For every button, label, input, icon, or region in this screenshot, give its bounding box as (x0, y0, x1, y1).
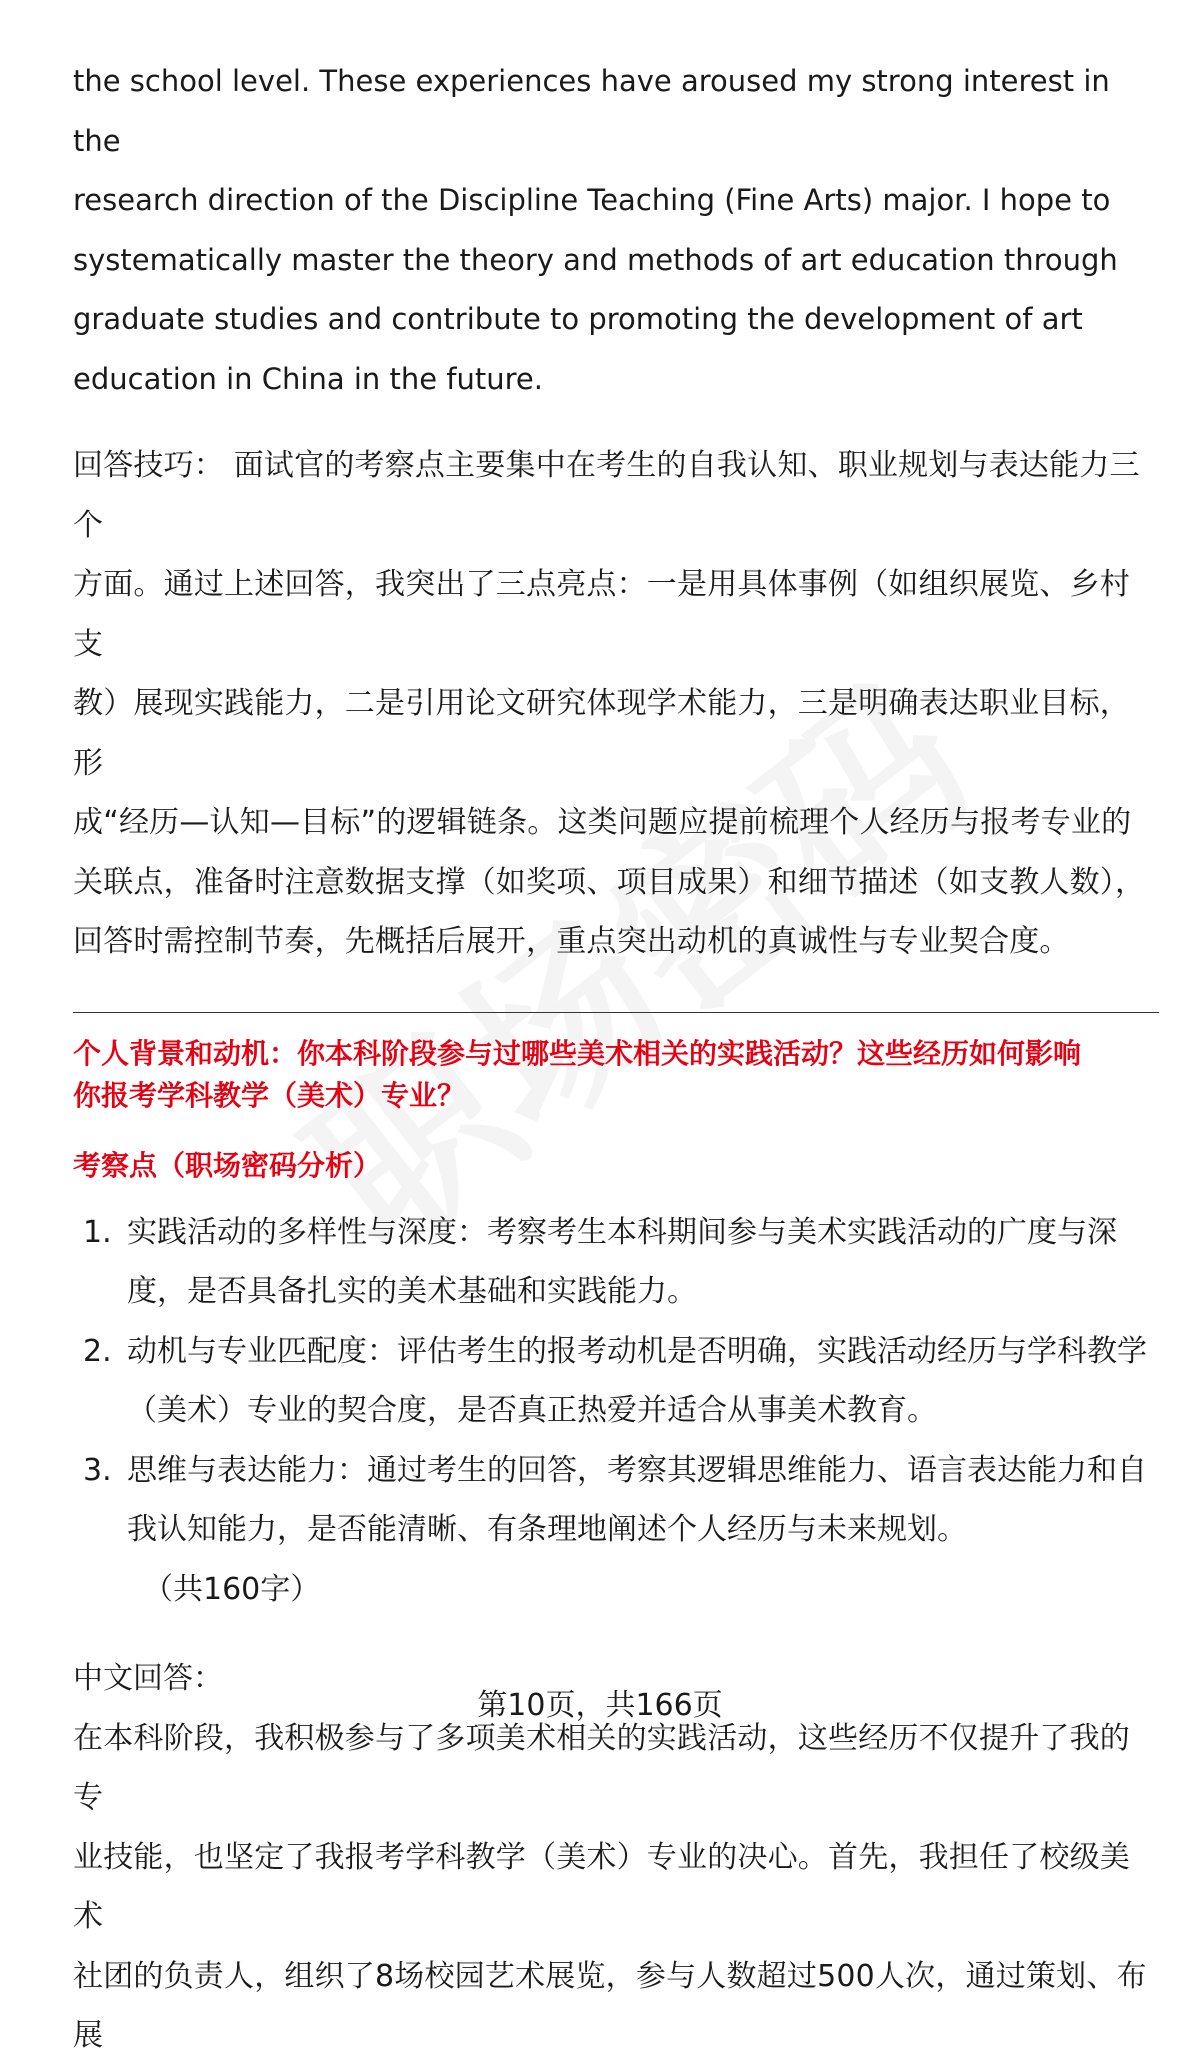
list-number: 2. (83, 1333, 112, 1369)
list-text: 动机与专业匹配度：评估考生的报考动机是否明确，实践活动经历与学科教学 (127, 1333, 1147, 1369)
focus-points-list (73, 1203, 1159, 1560)
question-heading (73, 1033, 1159, 1117)
text-line: 在本科阶段，我积极参与了多项美术相关的实践活动，这些经历不仅提升了我的专 (73, 1720, 1130, 1815)
text-line: 成“经历—认知—目标”的逻辑链条。这类问题应提前梳理个人经历与报考专业的 (73, 805, 1132, 840)
answer-label: 中文回答： (73, 1661, 223, 1696)
list-text: 思维与表达能力：通过考生的回答，考察其逻辑思维能力、语言表达能力和自 (127, 1452, 1147, 1488)
text-line: education in China in the future. (73, 361, 543, 396)
list-text: 实践活动的多样性与深度：考察考生本科期间参与美术实践活动的广度与深 (127, 1214, 1117, 1250)
text-line: 关联点，准备时注意数据支撑（如奖项、项目成果）和细节描述（如支教人数）， (73, 864, 1146, 900)
text-line: 回答技巧： 面试官的考察点主要集中在考生的自我认知、职业规划与表达能力三个 (73, 448, 1140, 543)
word-count: （共160字） (143, 1571, 321, 1607)
text-line: the school level. These experiences have aroused my strong interest in the (73, 64, 1110, 158)
page-footer: 第10页，共166页 (477, 1688, 723, 1723)
list-text: 我认知能力，是否能清晰、有条理地阐述个人经历与未来规划。 (127, 1512, 967, 1547)
text-line: 教）展现实践能力，二是引用论文研究体现学术能力，三是明确表达职业目标，形 (73, 686, 1130, 781)
list-item (73, 1203, 1159, 1322)
text-line: 社团的负责人，组织了8场校园艺术展览，参与人数超过500人次，通过策划、布展 (73, 1958, 1147, 2053)
intro-paragraph (73, 52, 1159, 409)
chinese-answer (73, 1709, 1159, 2066)
text-line: graduate studies and contribute to promoting the development of art (73, 302, 1083, 336)
question-line: 个人背景和动机：你本科阶段参与过哪些美术相关的实践活动？这些经历如何影响 (73, 1036, 1082, 1070)
text-line: research direction of the Discipline Teaching (Fine Arts) major. I hope to (73, 183, 1111, 217)
focus-heading: 考察点（职场密码分析） (73, 1148, 382, 1182)
question-line: 你报考学科教学（美术）专业？ (73, 1078, 466, 1112)
list-item (73, 1441, 1159, 1560)
list-number: 1. (83, 1214, 112, 1250)
text-line: 方面。通过上述回答，我突出了三点亮点：一是用具体事例（如组织展览、乡村支 (73, 567, 1130, 662)
list-text: （美术）专业的契合度，是否真正热爱并适合从事美术教育。 (127, 1393, 937, 1428)
answer-tips (73, 436, 1159, 972)
list-number: 3. (83, 1452, 112, 1488)
section-divider (73, 1012, 1159, 1013)
text-line: systematically master the theory and methods of art education through (73, 242, 1118, 277)
text-line: 回答时需控制节奏，先概括后展开，重点突出动机的真诚性与专业契合度。 (73, 924, 1070, 959)
text-line: 业技能，也坚定了我报考学科教学（美术）专业的决心。首先，我担任了校级美术 (73, 1839, 1130, 1934)
document-page (73, 52, 1159, 2066)
list-item (73, 1322, 1159, 1441)
list-text: 度，是否具备扎实的美术基础和实践能力。 (127, 1274, 697, 1309)
